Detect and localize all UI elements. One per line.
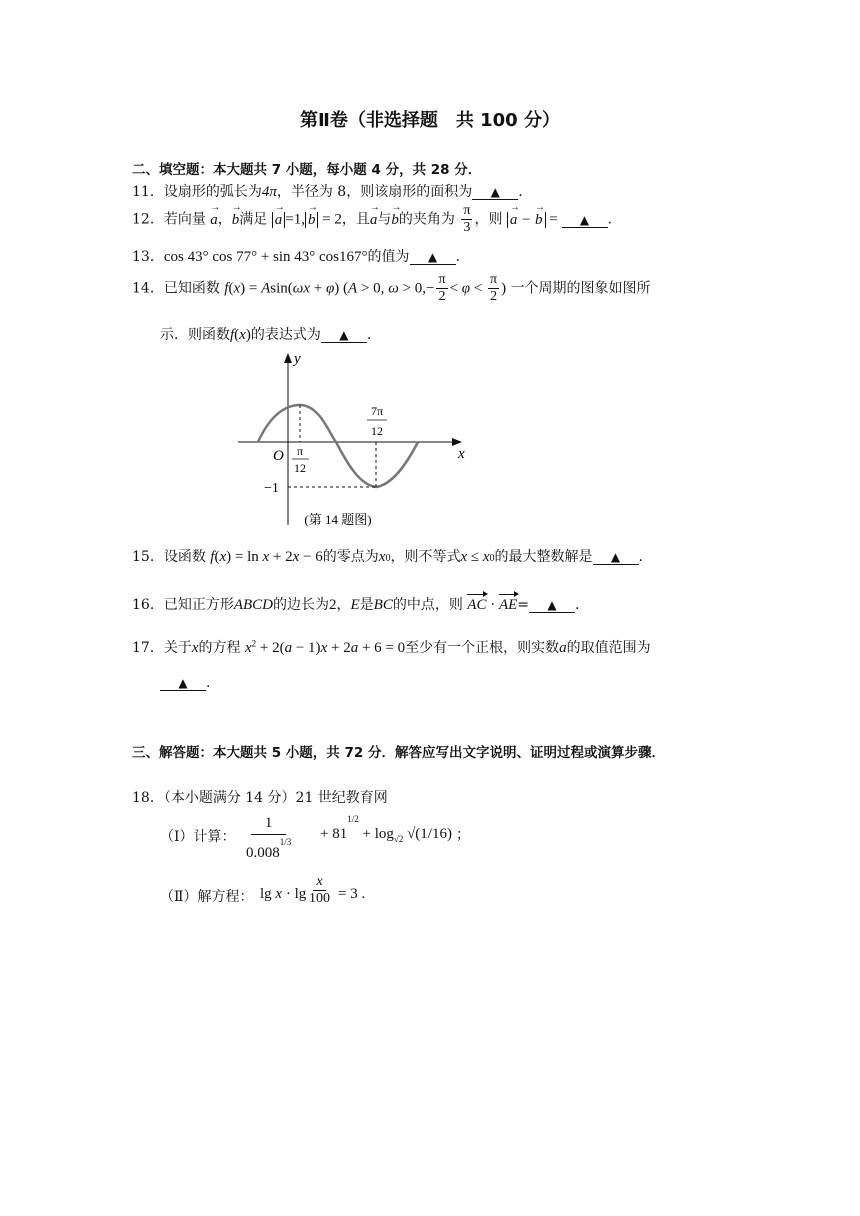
answer-blank: ▲ — [529, 598, 575, 613]
answer-blank: ▲ — [410, 250, 456, 265]
section-heading-solutions: 三、解答题：本大题共 5 小题，共 72 分．解答应写出文字说明、证明过程或演算步骤． — [132, 745, 665, 761]
pi-label-n: π — [296, 444, 304, 458]
origin-label: O — [273, 448, 284, 464]
answer-blank: ▲ — [321, 328, 367, 343]
question-12: 12．若向量 → a，→ b满足 → a =1,→ b = 2，且→ a与→ b的夹角为 $\frac{\pi}{3}$ ，则 → a − → b = ▲ . — [132, 203, 612, 236]
page-title: 第Ⅱ卷（非选择题 共 100 分） — [300, 110, 560, 131]
pi-label-d: 12 — [294, 461, 306, 475]
sine-curve — [258, 405, 418, 487]
question-14-cont: 示．则函数f(x)的表达式为 ▲ . — [160, 327, 372, 343]
answer-blank: ▲ — [562, 213, 608, 228]
seven-pi-label-n: 7π — [370, 404, 384, 418]
seven-pi-label-d: 12 — [371, 424, 383, 438]
question-11: 11．设扇形的弧长为4π，半径为 8，则该扇形的面积为 ▲ . — [132, 184, 523, 200]
section-heading-fill-in: 二、填空题：本大题共 7 小题，每小题 4 分，共 28 分． — [132, 162, 482, 178]
answer-blank: ▲ — [593, 550, 639, 565]
question-17: 17．关于x的方程 $x^2 + 2(a - 1)x + 2a + 6 = 0$至少有一个正根，则实数a的取值范围为 — [132, 638, 651, 656]
question-17-cont: ▲ . — [160, 675, 210, 691]
sine-graph-figure — [230, 345, 480, 535]
answer-blank: ▲ — [160, 676, 206, 691]
y-label: y — [294, 351, 301, 367]
x-axis-arrow — [452, 438, 462, 446]
x-label: x — [458, 446, 465, 462]
neg-one-label: −1 — [264, 481, 279, 496]
question-16: 16．已知正方形ABCD的边长为2，E是BC的中点，则 AC · AE= ▲ . — [132, 597, 580, 613]
y-axis-arrow — [284, 353, 292, 363]
question-15: 15．设函数 f(x) = ln x + 2x − 6的零点为x0，则不等式x ≤ x0的最大整数解是 ▲ . — [132, 549, 643, 565]
figure-caption: (第 14 题图) — [304, 512, 372, 527]
question-18: 18．（本小题满分 14 分）21 世纪教育网 — [132, 790, 388, 806]
answer-blank: ▲ — [472, 185, 518, 200]
question-13: 13．cos 43° cos 77° + sin 43° cos167°的值为 ▲ . — [132, 249, 460, 265]
question-14: 14．已知函数 f(x) = Asin(ωx + φ) (A > 0, ω > 0,− $\frac{\pi}{2}$ < φ < $\frac{\pi}{2}$ ) 一个周期的图象如图所 — [132, 272, 651, 304]
